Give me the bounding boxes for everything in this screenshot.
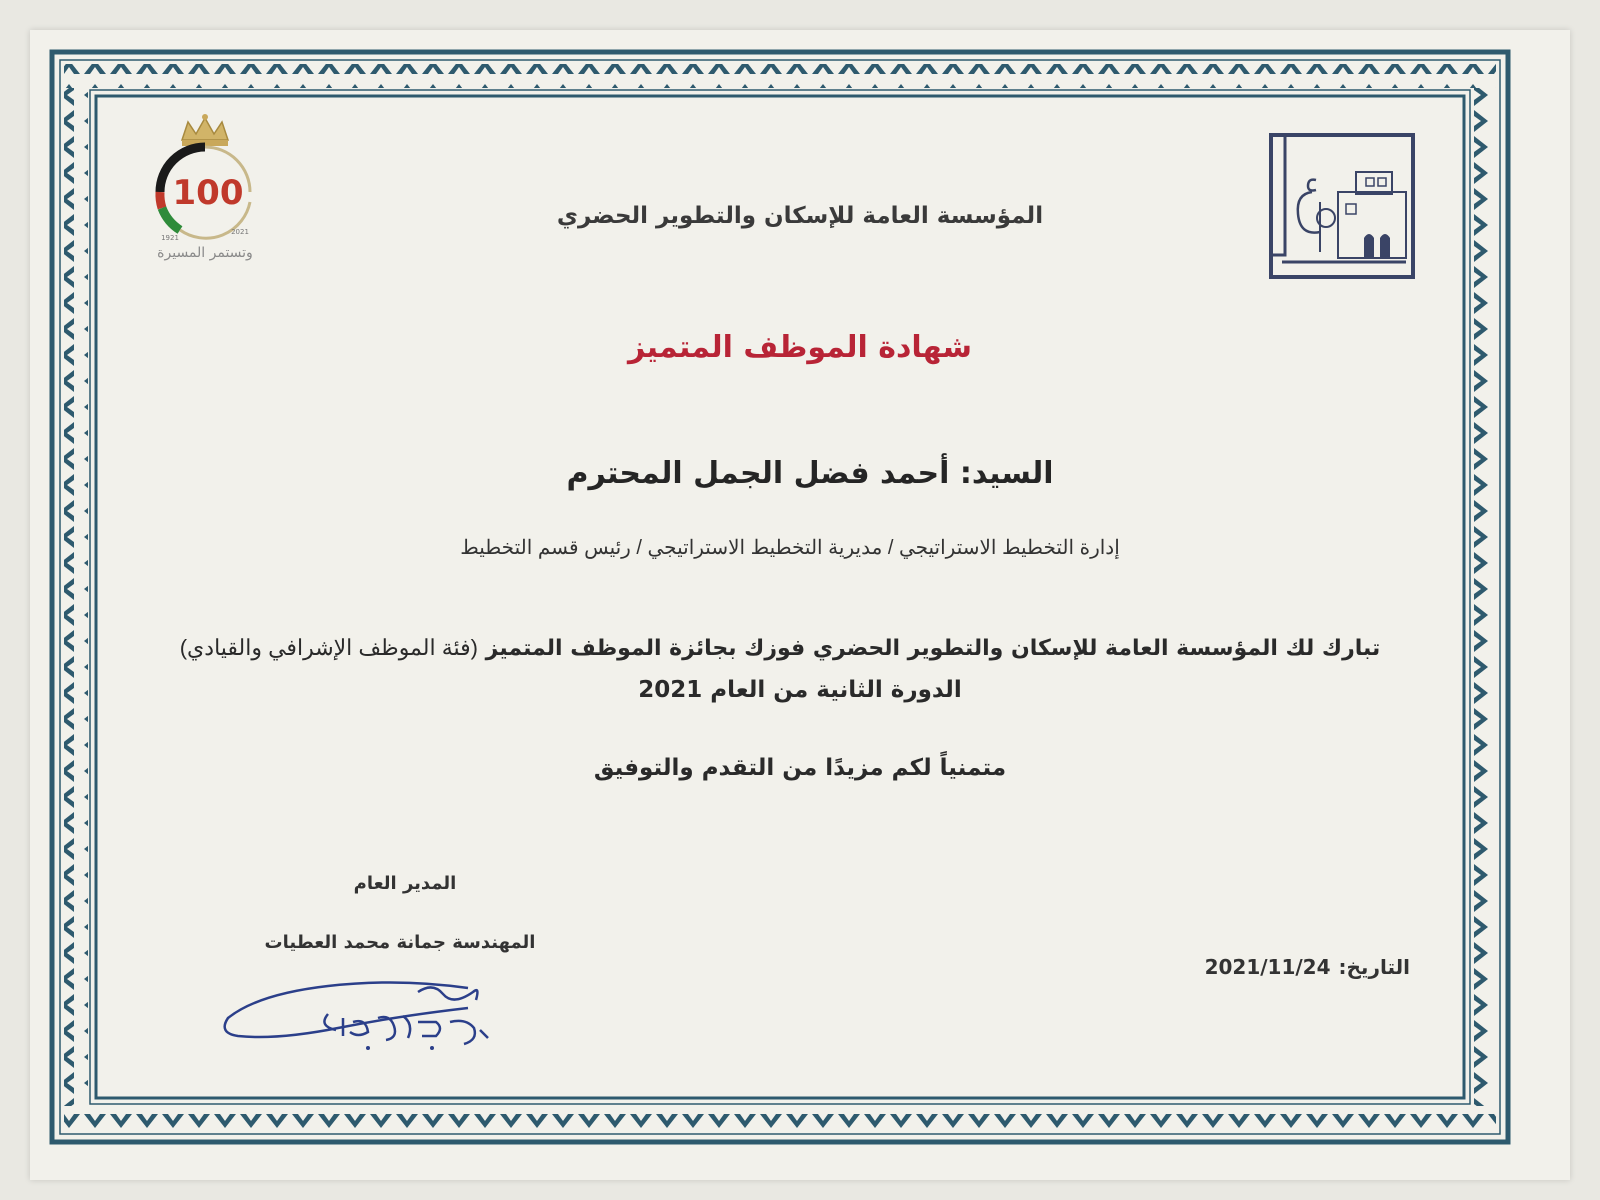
emblem-number: 100: [172, 173, 244, 213]
date-row: [1170, 955, 1410, 979]
recipient-position: إدارة التخطيط الاستراتيجي / مديرية التخطيط الاستراتيجي / رئيس قسم التخطيط: [460, 537, 1120, 559]
building-icon: [1338, 172, 1406, 258]
emblem-tagline: وتستمر المسيرة: [157, 245, 253, 261]
emblem-year-end: 2021: [231, 228, 249, 236]
director-title: المدير العام: [353, 873, 457, 894]
centennial-emblem: [140, 112, 270, 272]
award-session: الدورة الثانية من العام 2021: [638, 677, 962, 703]
wishes-line: متمنياً لكم مزيدًا من التقدم والتوفيق: [593, 755, 1007, 781]
director-signature: [218, 978, 508, 1068]
organization-name: المؤسسة العامة للإسكان والتطوير الحضري: [556, 203, 1044, 229]
director-name: المهندسة جمانة محمد العطيات: [264, 932, 536, 953]
award-category: (فئة الموظف الإشرافي والقيادي): [179, 635, 478, 660]
recipient-name: السيد: أحمد فضل الجمل المحترم: [566, 456, 1054, 491]
certificate-title: شهادة الموظف المتميز: [628, 330, 972, 365]
date-label: التاريخ:: [1338, 955, 1410, 979]
congratulation-line: [120, 635, 1440, 661]
date-value: 2021/11/24: [1204, 955, 1331, 979]
congratulation-text: تبارك لك المؤسسة العامة للإسكان والتطوير الحضري فوزك بجائزة الموظف المتميز: [485, 636, 1381, 661]
organization-logo: [1268, 132, 1416, 280]
crown-icon: [182, 114, 228, 146]
emblem-year-start: 1921: [161, 234, 179, 242]
